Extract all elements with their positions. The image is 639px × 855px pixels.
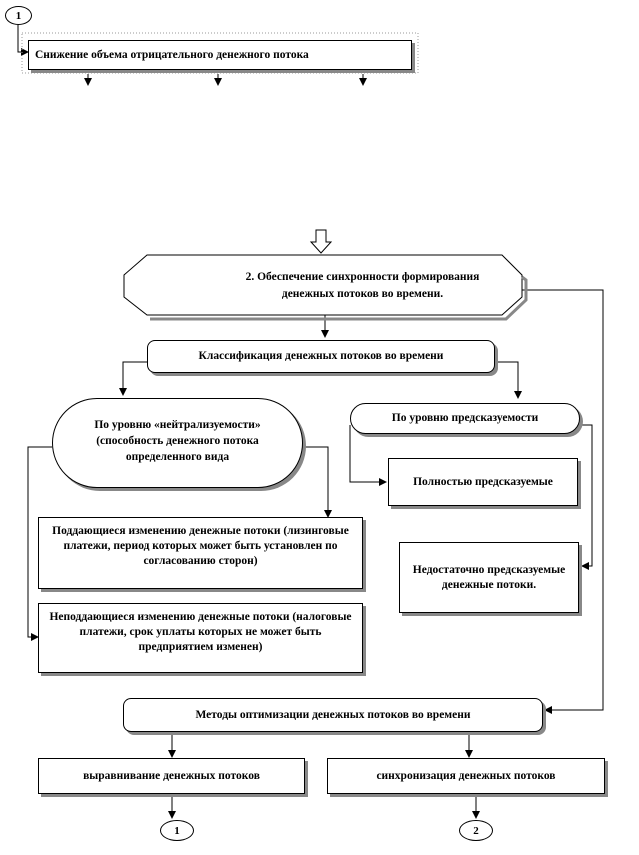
methods-box: [123, 698, 543, 732]
classification-label: Классификация денежных потоков во времени: [198, 350, 444, 362]
connector-bottom-2: [459, 820, 493, 841]
connector-bottom-2-label: 2: [473, 824, 479, 837]
hollow-down-arrow-icon: [311, 230, 331, 253]
connector-top-1-label: 1: [15, 9, 22, 22]
leveling-label: выравнивание денежных потоков: [83, 769, 260, 782]
classification-box: [147, 340, 495, 373]
sync-label: 2. Обеспечение синхронности формирования денежных потоков во времени.: [245, 271, 480, 300]
changeable-flows-box: [38, 517, 363, 589]
reduce-outflow-label: Снижение объема отрицательного денежного потока: [35, 48, 309, 61]
connector-bottom-1-label: 1: [174, 824, 180, 837]
changeable-flows-label: Поддающиеся изменению денежные потоки (лизинговые платежи, период которых может быть установлен по согласованию сторон): [52, 525, 349, 567]
arrow-predict-to-insuff: [580, 425, 592, 566]
arrow-class-to-predict: [495, 362, 518, 398]
leveling-box: [38, 758, 305, 794]
arrow-c1-to-reduce: [18, 25, 28, 52]
neutralizability-box: [52, 398, 303, 488]
connector-top-1: [5, 6, 32, 25]
unchangeable-flows-label: Неподдающиеся изменению денежные потоки (налоговые платежи, срок уплаты которых не может быть предприятием изменен): [49, 611, 352, 653]
reduce-outflow-box: [28, 40, 412, 70]
arrow-neutral-to-changeable: [303, 447, 328, 517]
neutralizability-label: По уровню «нейтрализуемости» (способность денежного потока определенного вида: [94, 419, 261, 463]
arrow-class-to-neutral: [123, 362, 150, 395]
methods-label: Методы оптимизации денежных потоков во времени: [195, 708, 471, 721]
fully-predictable-label: Полностью предсказуемые: [413, 475, 553, 488]
unchangeable-flows-box: [38, 603, 363, 673]
synchronization-box: [327, 758, 605, 794]
predictability-label: По уровню предсказуемости: [391, 412, 539, 424]
insufficiently-predictable-box: [399, 542, 579, 613]
insufficiently-predictable-label: Недостаточно предсказуемые денежные потоки.: [412, 563, 566, 591]
synchronization-label: синхронизация денежных потоков: [376, 769, 556, 782]
connector-bottom-1: [160, 820, 194, 841]
sync-box: [150, 262, 505, 310]
fully-predictable-box: [388, 458, 578, 506]
predictability-box: [350, 403, 580, 434]
